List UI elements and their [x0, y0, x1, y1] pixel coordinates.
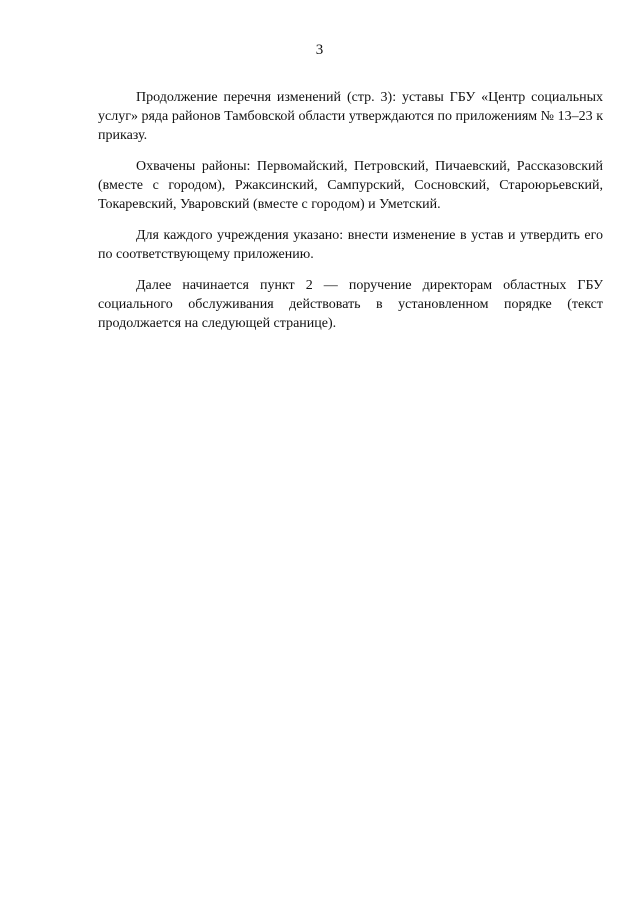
summary-paragraph: Для каждого учреждения указано: внести изменение в устав и утвердить его по соответствующему приложению.	[98, 228, 603, 262]
summary-paragraph: Далее начинается пункт 2 — поручение директорам областных ГБУ социального обслуживания действовать в установленном порядке (текст продолжается на следующей странице).	[98, 278, 603, 331]
document-body	[98, 88, 603, 345]
summary-paragraph: Охвачены районы: Первомайский, Петровский, Пичаевский, Рассказовский (вместе с городом), Ржаксинский, Сампурский, Сосновский, Староюрьевский, Токаревский, Уваровский (вместе с городом) и Уметский.	[98, 159, 603, 212]
summary-paragraph: Продолжение перечня изменений (стр. 3): уставы ГБУ «Центр социальных услуг» ряда районов Тамбовской области утверждаются по приложениям № 13–23 к приказу.	[98, 90, 603, 143]
page-number: 3	[315, 42, 324, 58]
